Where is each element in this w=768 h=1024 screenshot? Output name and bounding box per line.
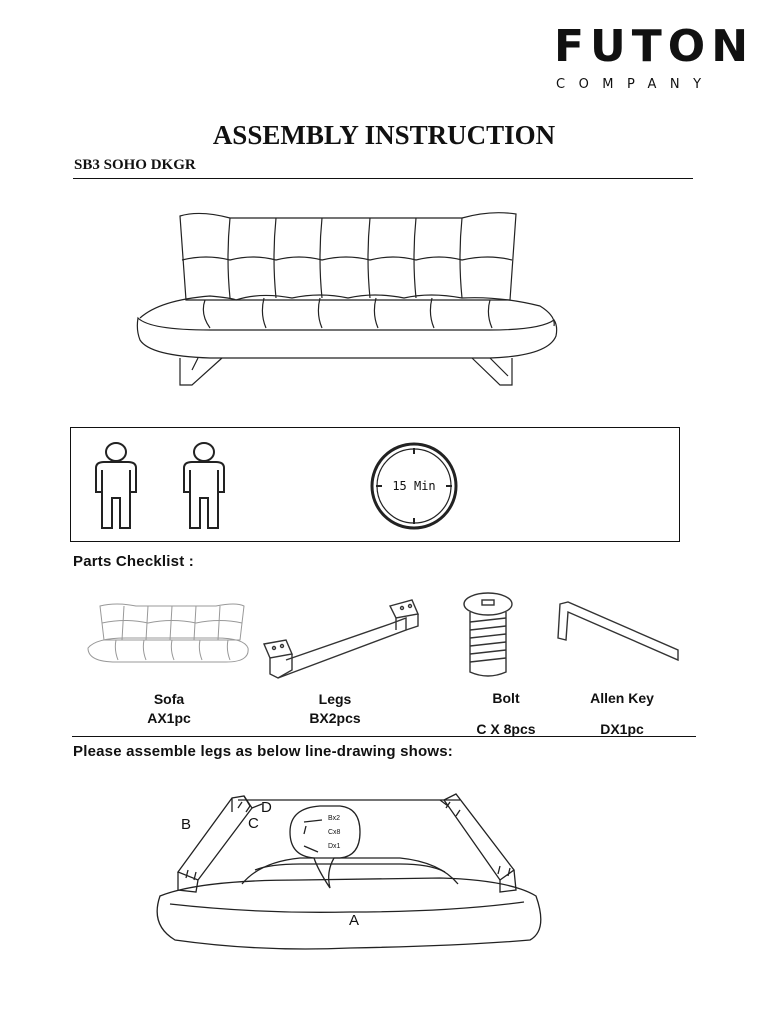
product-code: SB3 SOHO DKGR: [74, 157, 196, 173]
part-qty-sofa: AX1pc: [147, 710, 191, 726]
bubble-item-c: Cx8: [328, 829, 341, 836]
part-name-sofa: Sofa: [153, 691, 185, 707]
part-name-legs: Legs: [318, 691, 352, 707]
part-name-bolt: Bolt: [492, 690, 520, 706]
bubble-item-b: Bx2: [328, 815, 341, 822]
parts-checklist-heading: Parts Checklist :: [73, 553, 194, 570]
part-qty-allen-key: DX1pc: [600, 721, 644, 737]
part-qty-bolt: C X 8pcs: [476, 721, 536, 737]
bubble-item-d: Dx1: [328, 843, 341, 850]
assembly-heading: Please assemble legs as below line-drawing shows:: [73, 743, 453, 760]
brand-logo-text: FUTON: [554, 21, 755, 72]
timer-label: 15 Min: [392, 479, 436, 493]
callout-label-d: D: [261, 799, 272, 816]
part-qty-legs: BX2pcs: [309, 710, 361, 726]
document-title: ASSEMBLY INSTRUCTION: [212, 120, 556, 150]
brand-logo-subtext: COMPANY: [556, 77, 715, 92]
part-name-allen-key: Allen Key: [590, 690, 654, 706]
callout-label-b: B: [181, 816, 192, 833]
callout-label-a: A: [349, 912, 360, 929]
callout-label-c: C: [248, 815, 259, 832]
